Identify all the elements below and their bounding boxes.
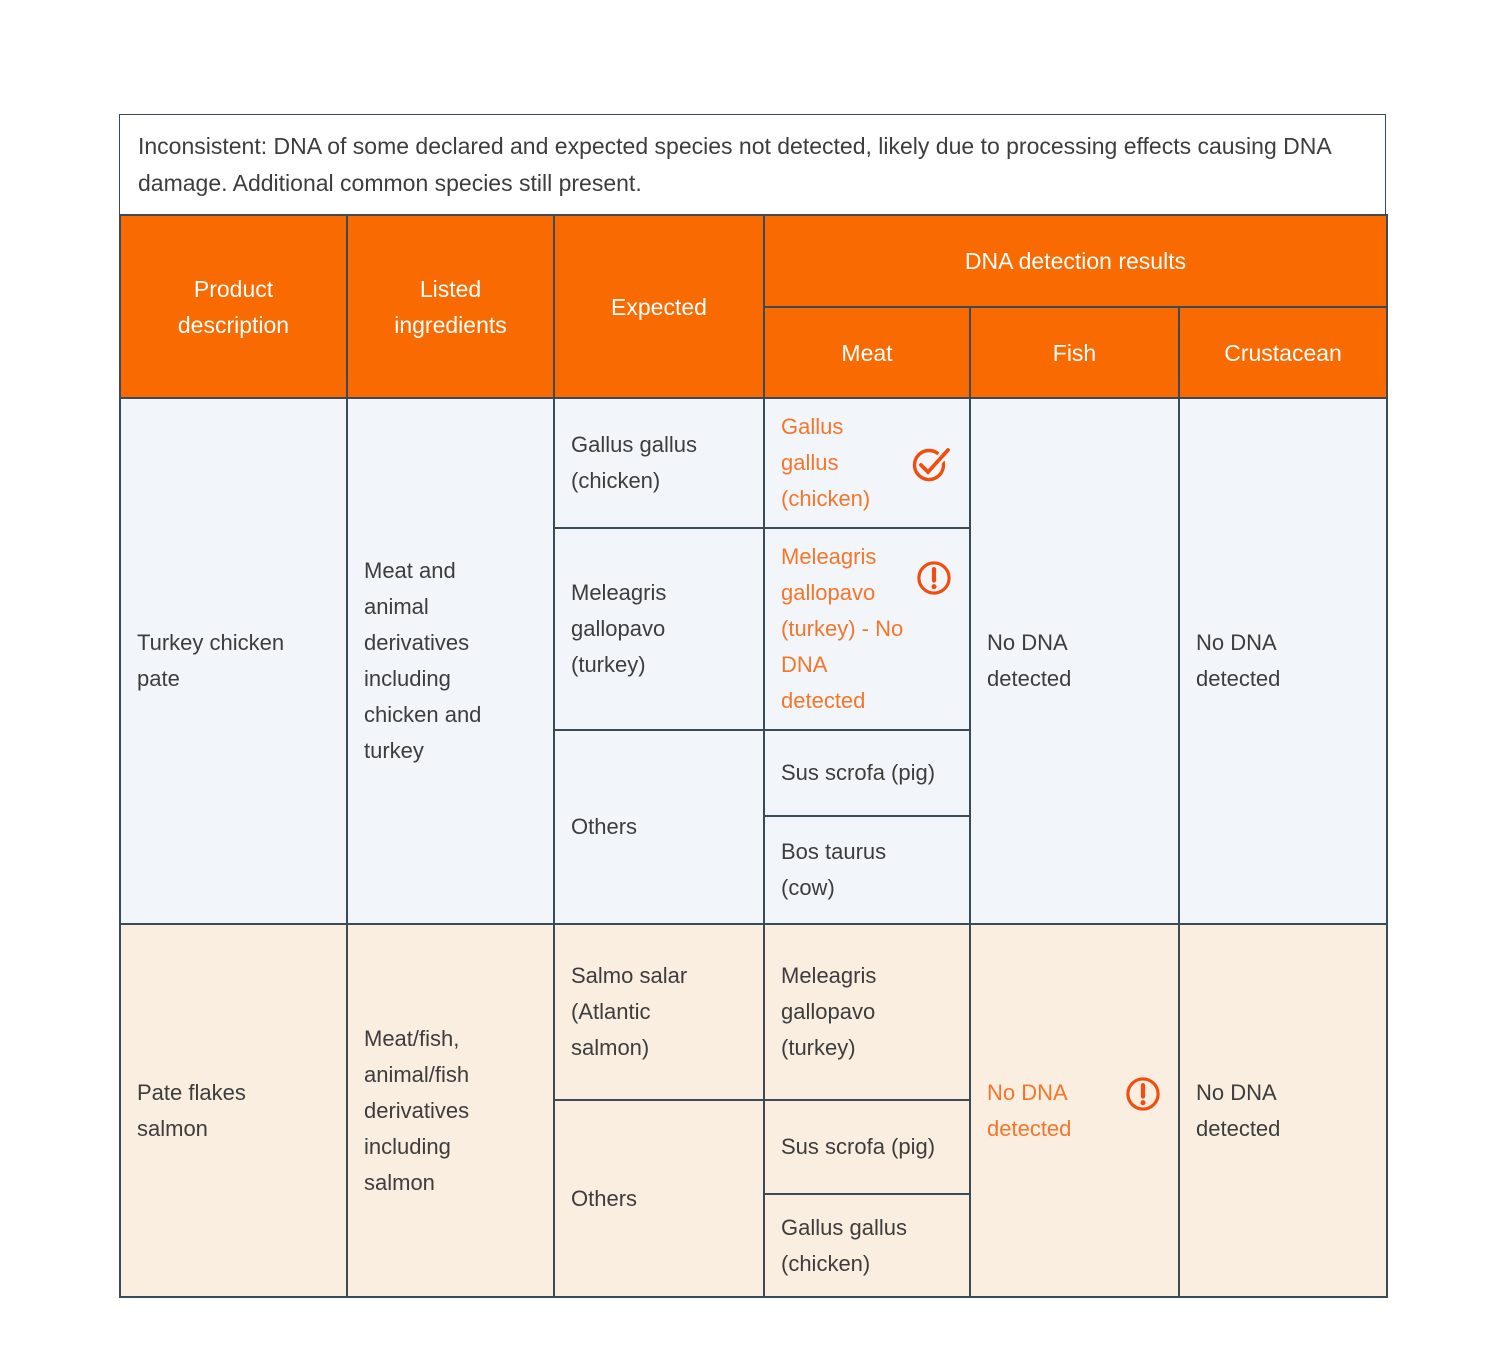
cell-product-1: [120, 398, 347, 924]
cell-product-2: [120, 924, 347, 1297]
header-product-description: [120, 215, 347, 398]
alert-circle-icon: [1124, 1075, 1162, 1113]
expected-1-others-text: Others: [571, 814, 638, 839]
table-header: [120, 215, 1387, 398]
result-caption-text: Inconsistent: DNA of some declared and expected species not detected, likely due to processing effects causing DNA damage. Additional common species still present.: [138, 133, 1331, 196]
cell-meat-2-chicken: [764, 1194, 970, 1297]
product-1-name: Turkey chicken pate: [137, 630, 285, 691]
fish-2-text: No DNA detected: [987, 1079, 1072, 1141]
cell-crustacean-2: [1179, 924, 1387, 1297]
cell-ingredients-1: [347, 398, 554, 924]
product-row-turkey-chicken-pate: [120, 398, 1387, 924]
cell-meat-1-pig: [764, 730, 970, 816]
cell-meat-1-chicken-detected: [764, 398, 970, 528]
expected-1-turkey-text: Meleagris gallopavo (turkey): [571, 580, 667, 677]
meat-1-chicken-text: Gallus gallus (chicken): [781, 414, 871, 511]
header-meat-label: Meat: [841, 339, 893, 366]
header-fish-label: Fish: [1052, 339, 1097, 366]
expected-2-salmon-text: Salmo salar (Atlantic salmon): [571, 963, 688, 1060]
product-2-name: Pate flakes salmon: [137, 1079, 246, 1141]
header-crustacean-label: Crustacean: [1224, 339, 1342, 366]
product-row-pate-flakes-salmon: [120, 924, 1387, 1297]
cell-expected-1-turkey: [554, 528, 764, 730]
dna-detection-table: [119, 214, 1388, 1298]
cell-fish-2-not-detected: [970, 924, 1179, 1297]
fish-1-text: No DNA detected: [987, 630, 1072, 691]
header-dna-detection-results-label: DNA detection results: [964, 248, 1187, 274]
cell-expected-2-salmon: [554, 924, 764, 1100]
cell-expected-2-others: [554, 1100, 764, 1297]
header-expected: [554, 215, 764, 398]
cell-meat-1-cow: [764, 816, 970, 924]
cell-crustacean-1: [1179, 398, 1387, 924]
header-listed-ingredients: [347, 215, 554, 398]
header-meat: [764, 307, 970, 398]
header-listed-ingredients-label: Listed ingredients: [394, 275, 507, 338]
expected-1-chicken-text: Gallus gallus (chicken): [571, 432, 697, 493]
meat-1-pig-text: Sus scrofa (pig): [781, 760, 936, 785]
meat-1-turkey-text: Meleagris gallopavo (turkey) - No DNA detected: [781, 544, 904, 713]
meat-2-pig-text: Sus scrofa (pig): [781, 1134, 936, 1159]
meat-2-turkey-text: Meleagris gallopavo (turkey): [781, 963, 877, 1060]
result-caption: [119, 114, 1386, 214]
crustacean-1-text: No DNA detected: [1196, 630, 1281, 691]
cell-meat-1-turkey-not-detected: [764, 528, 970, 730]
meat-2-chicken-text: Gallus gallus (chicken): [781, 1214, 907, 1276]
ingredients-1-text: Meat and animal derivatives including chicken and turkey: [364, 558, 482, 763]
check-circle-icon: [911, 442, 953, 484]
cell-expected-1-others: [554, 730, 764, 924]
dna-report-table: [119, 114, 1386, 1298]
ingredients-2-text: Meat/fish, animal/fish derivatives including salmon: [364, 1025, 470, 1195]
header-dna-detection-results: [764, 215, 1387, 307]
expected-2-others-text: Others: [571, 1185, 638, 1211]
header-fish: [970, 307, 1179, 398]
cell-meat-2-turkey: [764, 924, 970, 1100]
header-expected-label: Expected: [611, 293, 707, 320]
alert-circle-icon: [915, 559, 953, 597]
header-crustacean: [1179, 307, 1387, 398]
header-product-description-label: Product description: [177, 275, 290, 338]
cell-meat-2-pig: [764, 1100, 970, 1194]
cell-fish-1: [970, 398, 1179, 924]
cell-expected-1-chicken: [554, 398, 764, 528]
meat-1-cow-text: Bos taurus (cow): [781, 839, 887, 900]
crustacean-2-text: No DNA detected: [1196, 1079, 1281, 1141]
cell-ingredients-2: [347, 924, 554, 1297]
